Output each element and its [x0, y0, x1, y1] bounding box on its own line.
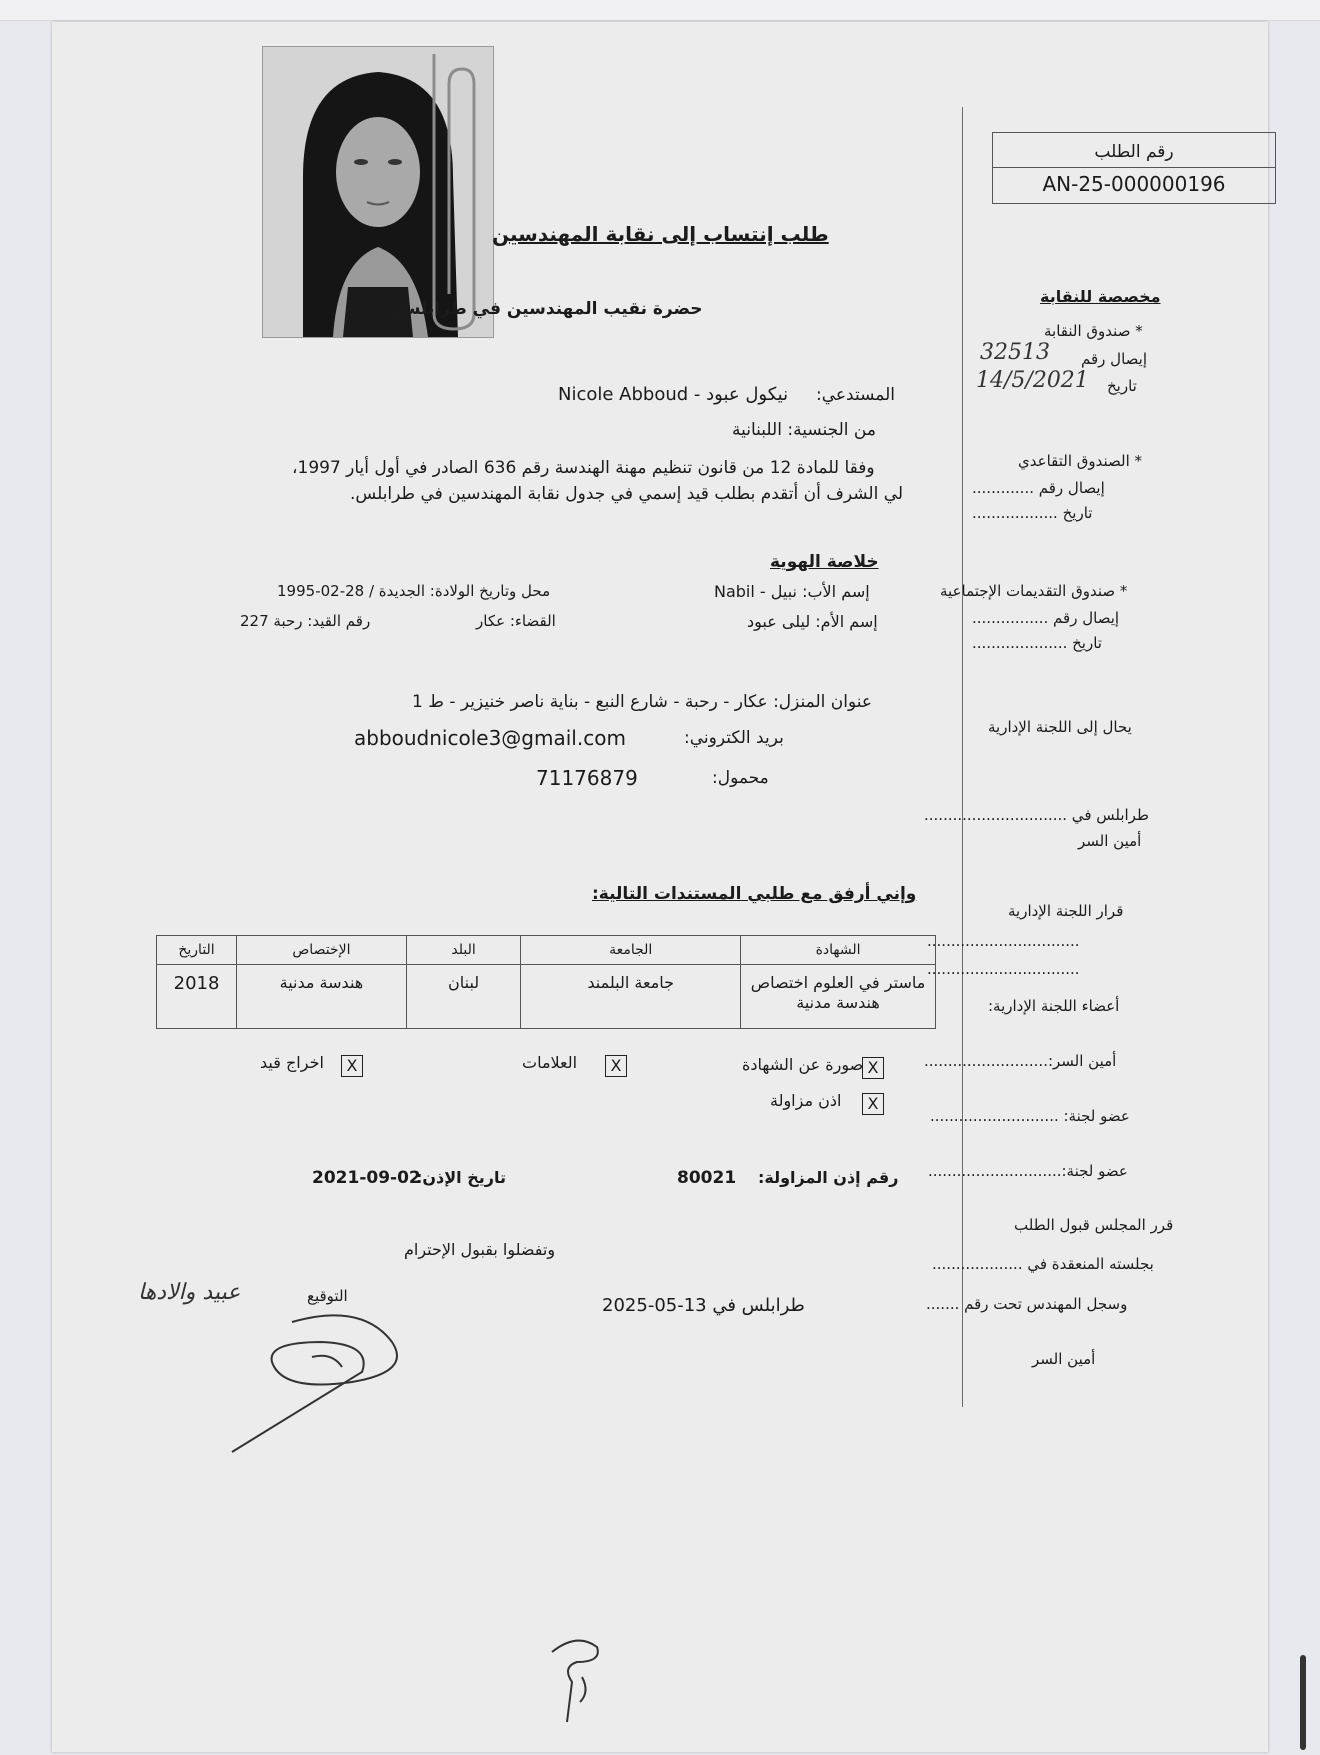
registry-number: رقم القيد: رحبة 227 — [240, 612, 371, 630]
refer-line: يحال إلى اللجنة الإدارية — [988, 718, 1132, 736]
initials-icon — [542, 1632, 612, 1727]
permit-number-label: رقم إذن المزاولة: — [758, 1168, 899, 1187]
column-header: التاريخ — [157, 936, 237, 965]
documents-table — [156, 935, 936, 1029]
secretary-line-3: أمين السر — [1032, 1350, 1096, 1368]
paper-clip-icon — [424, 44, 494, 334]
documents-heading: وإني أرفق مع طلبي المستندات التالية: — [592, 884, 917, 904]
record-checkbox[interactable]: X — [341, 1055, 363, 1077]
retirement-date: تاريخ .................. — [972, 504, 1093, 522]
table-row — [157, 965, 936, 1029]
certificate-label: صورة عن الشهادة — [742, 1055, 864, 1074]
table-cell: هندسة مدنية — [237, 965, 407, 1029]
union-fund: * صندوق النقابة — [1044, 322, 1143, 340]
permit-date-label: تاريخ الإذن: — [416, 1168, 506, 1187]
certificate-checkbox[interactable]: X — [862, 1057, 884, 1079]
scrollbar-thumb[interactable] — [1300, 1655, 1306, 1750]
birth-place-date: محل وتاريخ الولادة: الجديدة / 28-02-1995 — [277, 582, 551, 600]
grades-checkbox[interactable]: X — [605, 1055, 627, 1077]
secretary-line-1: أمين السر — [1078, 832, 1142, 850]
nationality-line: من الجنسية: اللبنانية — [732, 420, 876, 440]
email-label: بريد الكتروني: — [684, 728, 784, 748]
closing-respect: وتفضلوا بقبول الإحترام — [404, 1240, 556, 1259]
document-page — [52, 22, 1268, 1752]
home-address: عنوان المنزل: عكار - رحبة - شارع النبع - بناية ناصر خنيزير - ط 1 — [412, 692, 873, 712]
social-fund: * صندوق التقديمات الإجتماعية — [940, 582, 1128, 600]
column-header: البلد — [406, 936, 521, 965]
mobile-value: 71176879 — [536, 766, 638, 790]
signature-icon — [212, 1282, 462, 1462]
member-line-1: عضو لجنة: ........................... — [930, 1107, 1130, 1125]
social-date: تاريخ .................... — [972, 634, 1102, 652]
record-label: اخراج قيد — [260, 1053, 324, 1072]
secretary-line-2: أمين السر:.......................... — [924, 1052, 1117, 1070]
decision-dots-2: ................................ — [927, 960, 1080, 978]
column-header: الشهادة — [741, 936, 936, 965]
statement-line-2: لي الشرف أن أتقدم بطلب قيد إسمي في جدول نقابة المهندسين في طرابلس. — [350, 484, 904, 504]
place-date: طرابلس في 13-05-2025 — [602, 1295, 805, 1316]
permit-date: 2021-09-02 — [312, 1168, 421, 1188]
council-line-1: قرر المجلس قبول الطلب — [1014, 1216, 1174, 1234]
decision-dots-1: ................................ — [927, 932, 1080, 950]
decision-line: قرار اللجنة الإدارية — [1008, 902, 1124, 920]
email-value: abboudnicole3@gmail.com — [354, 726, 626, 750]
social-receipt: إيصال رقم ................ — [972, 609, 1120, 627]
union-date-label: تاريخ — [1107, 377, 1137, 395]
permit-checkbox[interactable]: X — [862, 1093, 884, 1115]
grades-label: العلامات — [522, 1053, 578, 1072]
permit-number: 80021 — [677, 1168, 737, 1188]
table-cell: لبنان — [406, 965, 521, 1029]
district: القضاء: عكار — [476, 612, 556, 630]
addressee-line: حضرة نقيب المهندسين في طرابلس — [397, 299, 703, 319]
union-receipt-value: 32513 — [980, 340, 1050, 365]
committee-members: أعضاء اللجنة الإدارية: — [988, 997, 1120, 1015]
member-line-2: عضو لجنة:............................ — [928, 1162, 1128, 1180]
request-number-label: رقم الطلب — [993, 137, 1275, 168]
council-line-3: وسجل المهندس تحت رقم ....... — [926, 1295, 1128, 1313]
form-title: طلب إنتساب إلى نقابة المهندسين — [492, 222, 829, 246]
table-cell: 2018 — [157, 965, 237, 1029]
table-cell: جامعة البلمند — [521, 965, 741, 1029]
tripoli-line: طرابلس في .............................. — [924, 806, 1149, 824]
retirement-fund: * الصندوق التقاعدي — [1018, 452, 1143, 470]
sidebar-heading: مخصصة للنقابة — [1040, 287, 1161, 306]
request-number-value: AN-25-000000196 — [1042, 172, 1226, 196]
signature-handwriting: عبيد والادها — [138, 1280, 241, 1305]
mobile-label: محمول: — [712, 768, 769, 788]
council-line-2: بجلسته المنعقدة في ................... — [932, 1255, 1154, 1273]
union-date-value: 14/5/2021 — [976, 368, 1089, 393]
signature-label: التوقيع — [307, 1287, 348, 1305]
table-cell: ماستر في العلوم اختصاص هندسة مدنية — [741, 965, 936, 1029]
applicant-label: المستدعي: — [816, 385, 895, 405]
father-name: إسم الأب: نبيل - Nabil — [714, 582, 870, 601]
column-header: الإختصاص — [237, 936, 407, 965]
column-header: الجامعة — [521, 936, 741, 965]
mother-name: إسم الأم: ليلى عبود — [747, 612, 878, 631]
permit-label: اذن مزاولة — [770, 1091, 842, 1110]
union-receipt-label: إيصال رقم — [1081, 350, 1147, 368]
column-divider — [962, 107, 963, 1407]
retirement-receipt: إيصال رقم ............. — [972, 479, 1105, 497]
viewer-top-bar — [0, 0, 1320, 21]
request-number-box — [992, 132, 1276, 204]
identity-heading: خلاصة الهوية — [770, 552, 879, 572]
statement-line-1: وفقا للمادة 12 من قانون تنظيم مهنة الهندسة رقم 636 الصادر في أول أيار 1997، — [292, 458, 875, 478]
applicant-name: نيكول عبود - Nicole Abboud — [558, 384, 789, 405]
